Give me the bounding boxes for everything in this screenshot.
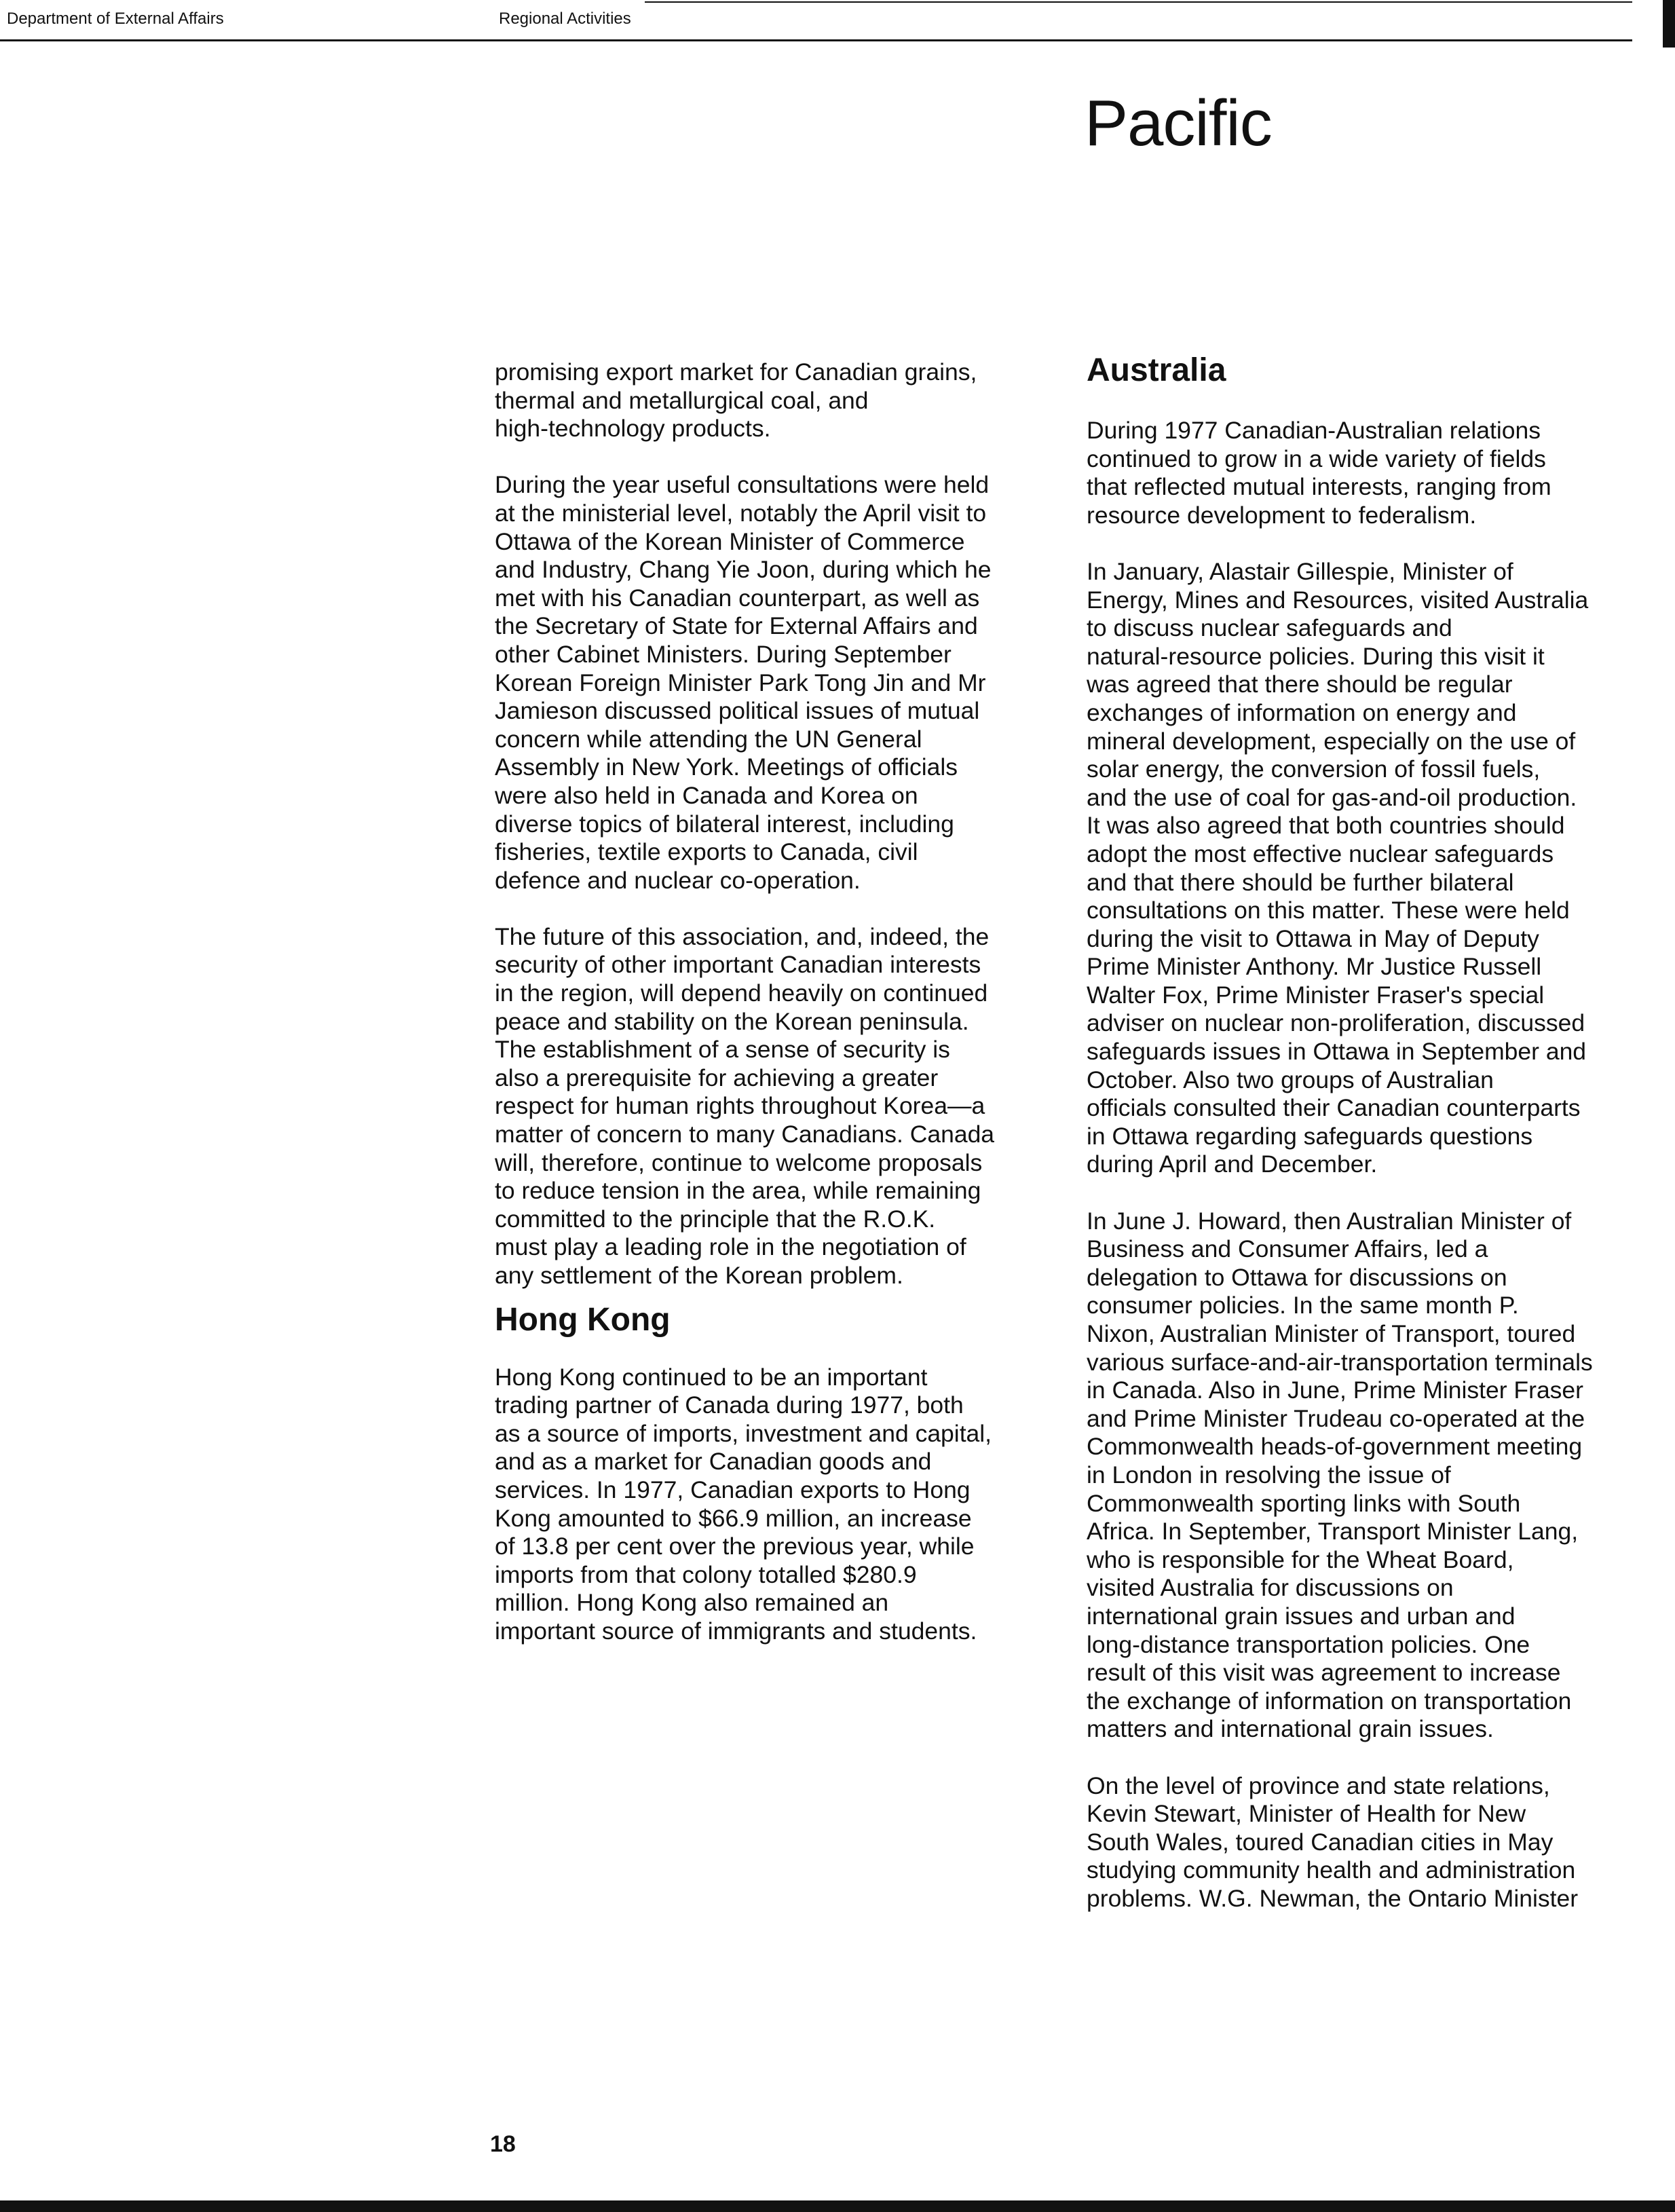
body-paragraph: In June J. Howard, then Australian Minister of Business and Consumer Affairs, led a delegation to Ottawa for discussions on consumer policies. In the same month P. Nixon, Australian Minister of Transport, toured various surface-and-air-transportation terminals in Canada. Also in June, Prime Minister Fraser and Prime Minister Trudeau co-operated at the Commonwealth heads-of-government meeting in London in resolving the issue of Commonwealth sporting links with South Africa. In September, Transport Minister Lang, who is responsible for the Wheat Board, visited Australia for discussions on international grain issues and urban and long-distance transportation policies. One result of this visit was agreement to increase the exchange of information on transportation matters and international grain issues.	[1087, 1207, 1593, 1743]
header-rule	[0, 39, 1632, 41]
footer-rule	[0, 2200, 1675, 2212]
running-header	[0, 0, 1675, 41]
body-paragraph: Hong Kong continued to be an important trading partner of Canada during 1977, both as a source of imports, investment and capital, and as a market for Canadian goods and services. In 1977, Canadian exports to Hong Kong amounted to $66.9 million, an increase of 13.8 per cent over the previous year, while imports from that colony totalled $280.9 million. Hong Kong also remained an important source of immigrants and students.	[495, 1363, 992, 1645]
header-department: Department of External Affairs	[7, 10, 224, 28]
left-column	[495, 358, 1051, 1674]
body-paragraph: promising export market for Canadian grains, thermal and metallurgical coal, and high-technology products.	[495, 358, 977, 443]
body-paragraph: In January, Alastair Gillespie, Minister of Energy, Mines and Resources, visited Australia to discuss nuclear safeguards and natural-resource policies. During this visit it was agreed that there should be regular exchanges of information on energy and mineral development, especially on the use of solar energy, the conversion of fossil fuels, and the use of coal for gas-and-oil production. It was also agreed that both countries should adopt the most effective nuclear safeguards and that there should be further bilateral consultations on this matter. These were held during the visit to Ottawa in May of Deputy Prime Minister Anthony. Mr Justice Russell Walter Fox, Prime Minister Fraser's special adviser on nuclear non-proliferation, discussed safeguards issues in Ottawa in September and October. Also two groups of Australian officials consulted their Canadian counterparts in Ottawa regarding safeguards questions during April and December.	[1087, 557, 1589, 1178]
body-paragraph: During the year useful consultations were held at the ministerial level, notably the April visit to Ottawa of the Korean Minister of Commerce and Industry, Chang Yie Joon, during which he met with his Canadian counterpart, as well as the Secretary of State for External Affairs and other Cabinet Ministers. During September Korean Foreign Minister Park Tong Jin and Mr Jamieson discussed political issues of mutual concern while attending the UN General Assembly in New York. Meetings of officials were also held in Canada and Korea on diverse topics of bilateral interest, including fisheries, textile exports to Canada, civil defence and nuclear co-operation.	[495, 471, 992, 894]
body-paragraph: The future of this association, and, indeed, the security of other important Canadian interests in the region, will depend heavily on continued peace and stability on the Korean peninsula. The establishment of a sense of security is also a prerequisite for achieving a greater respect for human rights throughout Korea—a matter of concern to many Canadians. Canada will, therefore, continue to welcome proposals to reduce tension in the area, while remaining committed to the principle that the R.O.K. must play a leading role in the negotiation of any settlement of the Korean problem.	[495, 922, 995, 1289]
header-section: Regional Activities	[499, 10, 631, 28]
section-heading-hong-kong: Hong Kong	[495, 1301, 671, 1338]
page-number: 18	[490, 2131, 516, 2157]
page-title: Pacific	[1085, 87, 1272, 160]
body-paragraph: During 1977 Canadian-Australian relations continued to grow in a wide variety of fields that reflected mutual interests, ranging from resource development to federalism.	[1087, 417, 1551, 529]
header-top-rule	[645, 1, 1632, 3]
page-edge-mark	[1663, 0, 1675, 48]
right-column	[1087, 352, 1650, 1941]
body-paragraph: On the level of province and state relations, Kevin Stewart, Minister of Health for New South Wales, toured Canadian cities in May studying community health and administration problems. W.G. Newman, the Ontario Minister	[1087, 1772, 1579, 1912]
section-heading-australia: Australia	[1087, 352, 1226, 388]
